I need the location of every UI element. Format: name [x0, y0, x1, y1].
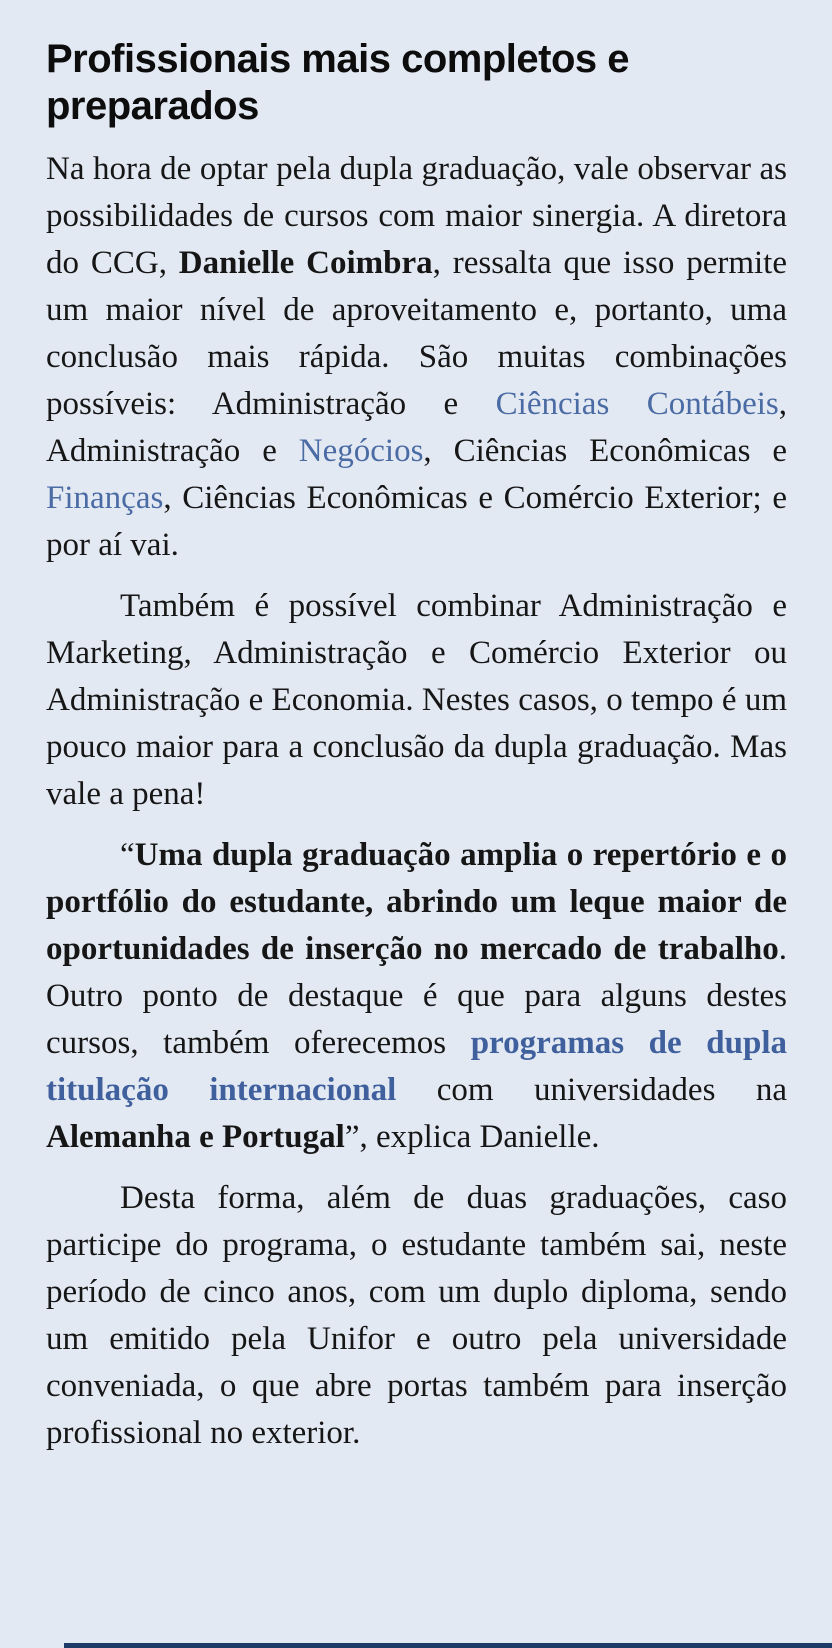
course-link[interactable]: Finanças [46, 480, 164, 517]
text-run: com universidades na [396, 1072, 788, 1109]
text-run: Desta forma, além de duas graduações, caso participe do programa, o estudante também sai, neste período de cinco anos, com um duplo diploma, sendo um emitido pela Unifor e outro pela universidade conveniada, o que abre portas também para inserção profissional no exterior. [46, 1180, 787, 1452]
text-run: , Ciências Econômicas e Comércio Exterior; e por aí vai. [46, 480, 787, 564]
paragraph [46, 832, 787, 1161]
text-run: ”, explica Danielle. [344, 1119, 600, 1156]
text-run: . Outro ponto de destaque é que para alguns destes cursos, também oferecemos [46, 931, 787, 1062]
paragraph [46, 146, 787, 569]
next-section-bar [64, 1643, 832, 1648]
page-title: Profissionais mais completos e preparados [46, 37, 629, 129]
text-run: Alemanha e Portugal [46, 1119, 345, 1156]
paragraph [46, 583, 787, 818]
text-run: , ressalta que isso permite um maior nível de aproveitamento e, portanto, uma conclusão mais rápida. São muitas combinações possíveis: Administração e [46, 245, 787, 423]
course-link[interactable]: programas de dupla titulação internacional [46, 1025, 787, 1109]
text-run: Também é possível combinar Administração e Marketing, Administração e Comércio Exterior ou Administração e Economia. Nestes casos, o tempo é um pouco maior para a conclusão da dupla graduação. Mas vale a pena! [46, 588, 787, 813]
course-link[interactable]: Ciências Contábeis [495, 386, 779, 423]
text-run: “ [120, 837, 135, 874]
text-run: Uma dupla graduação amplia o repertório e o portfólio do estudante, abrindo um leque maior de oportunidades de inserção no mercado de trabalho [46, 837, 787, 968]
text-run: Na hora de optar pela dupla graduação, vale observar as possibilidades de cursos com maior sinergia. A diretora do CCG, [46, 151, 787, 282]
text-run: , Administração e [46, 386, 787, 470]
text-run: Danielle Coimbra [178, 245, 433, 282]
paragraph [46, 1175, 787, 1457]
text-run: , Ciências Econômicas e [423, 433, 787, 470]
article-body [46, 146, 787, 1457]
course-link[interactable]: Negócios [298, 433, 424, 470]
